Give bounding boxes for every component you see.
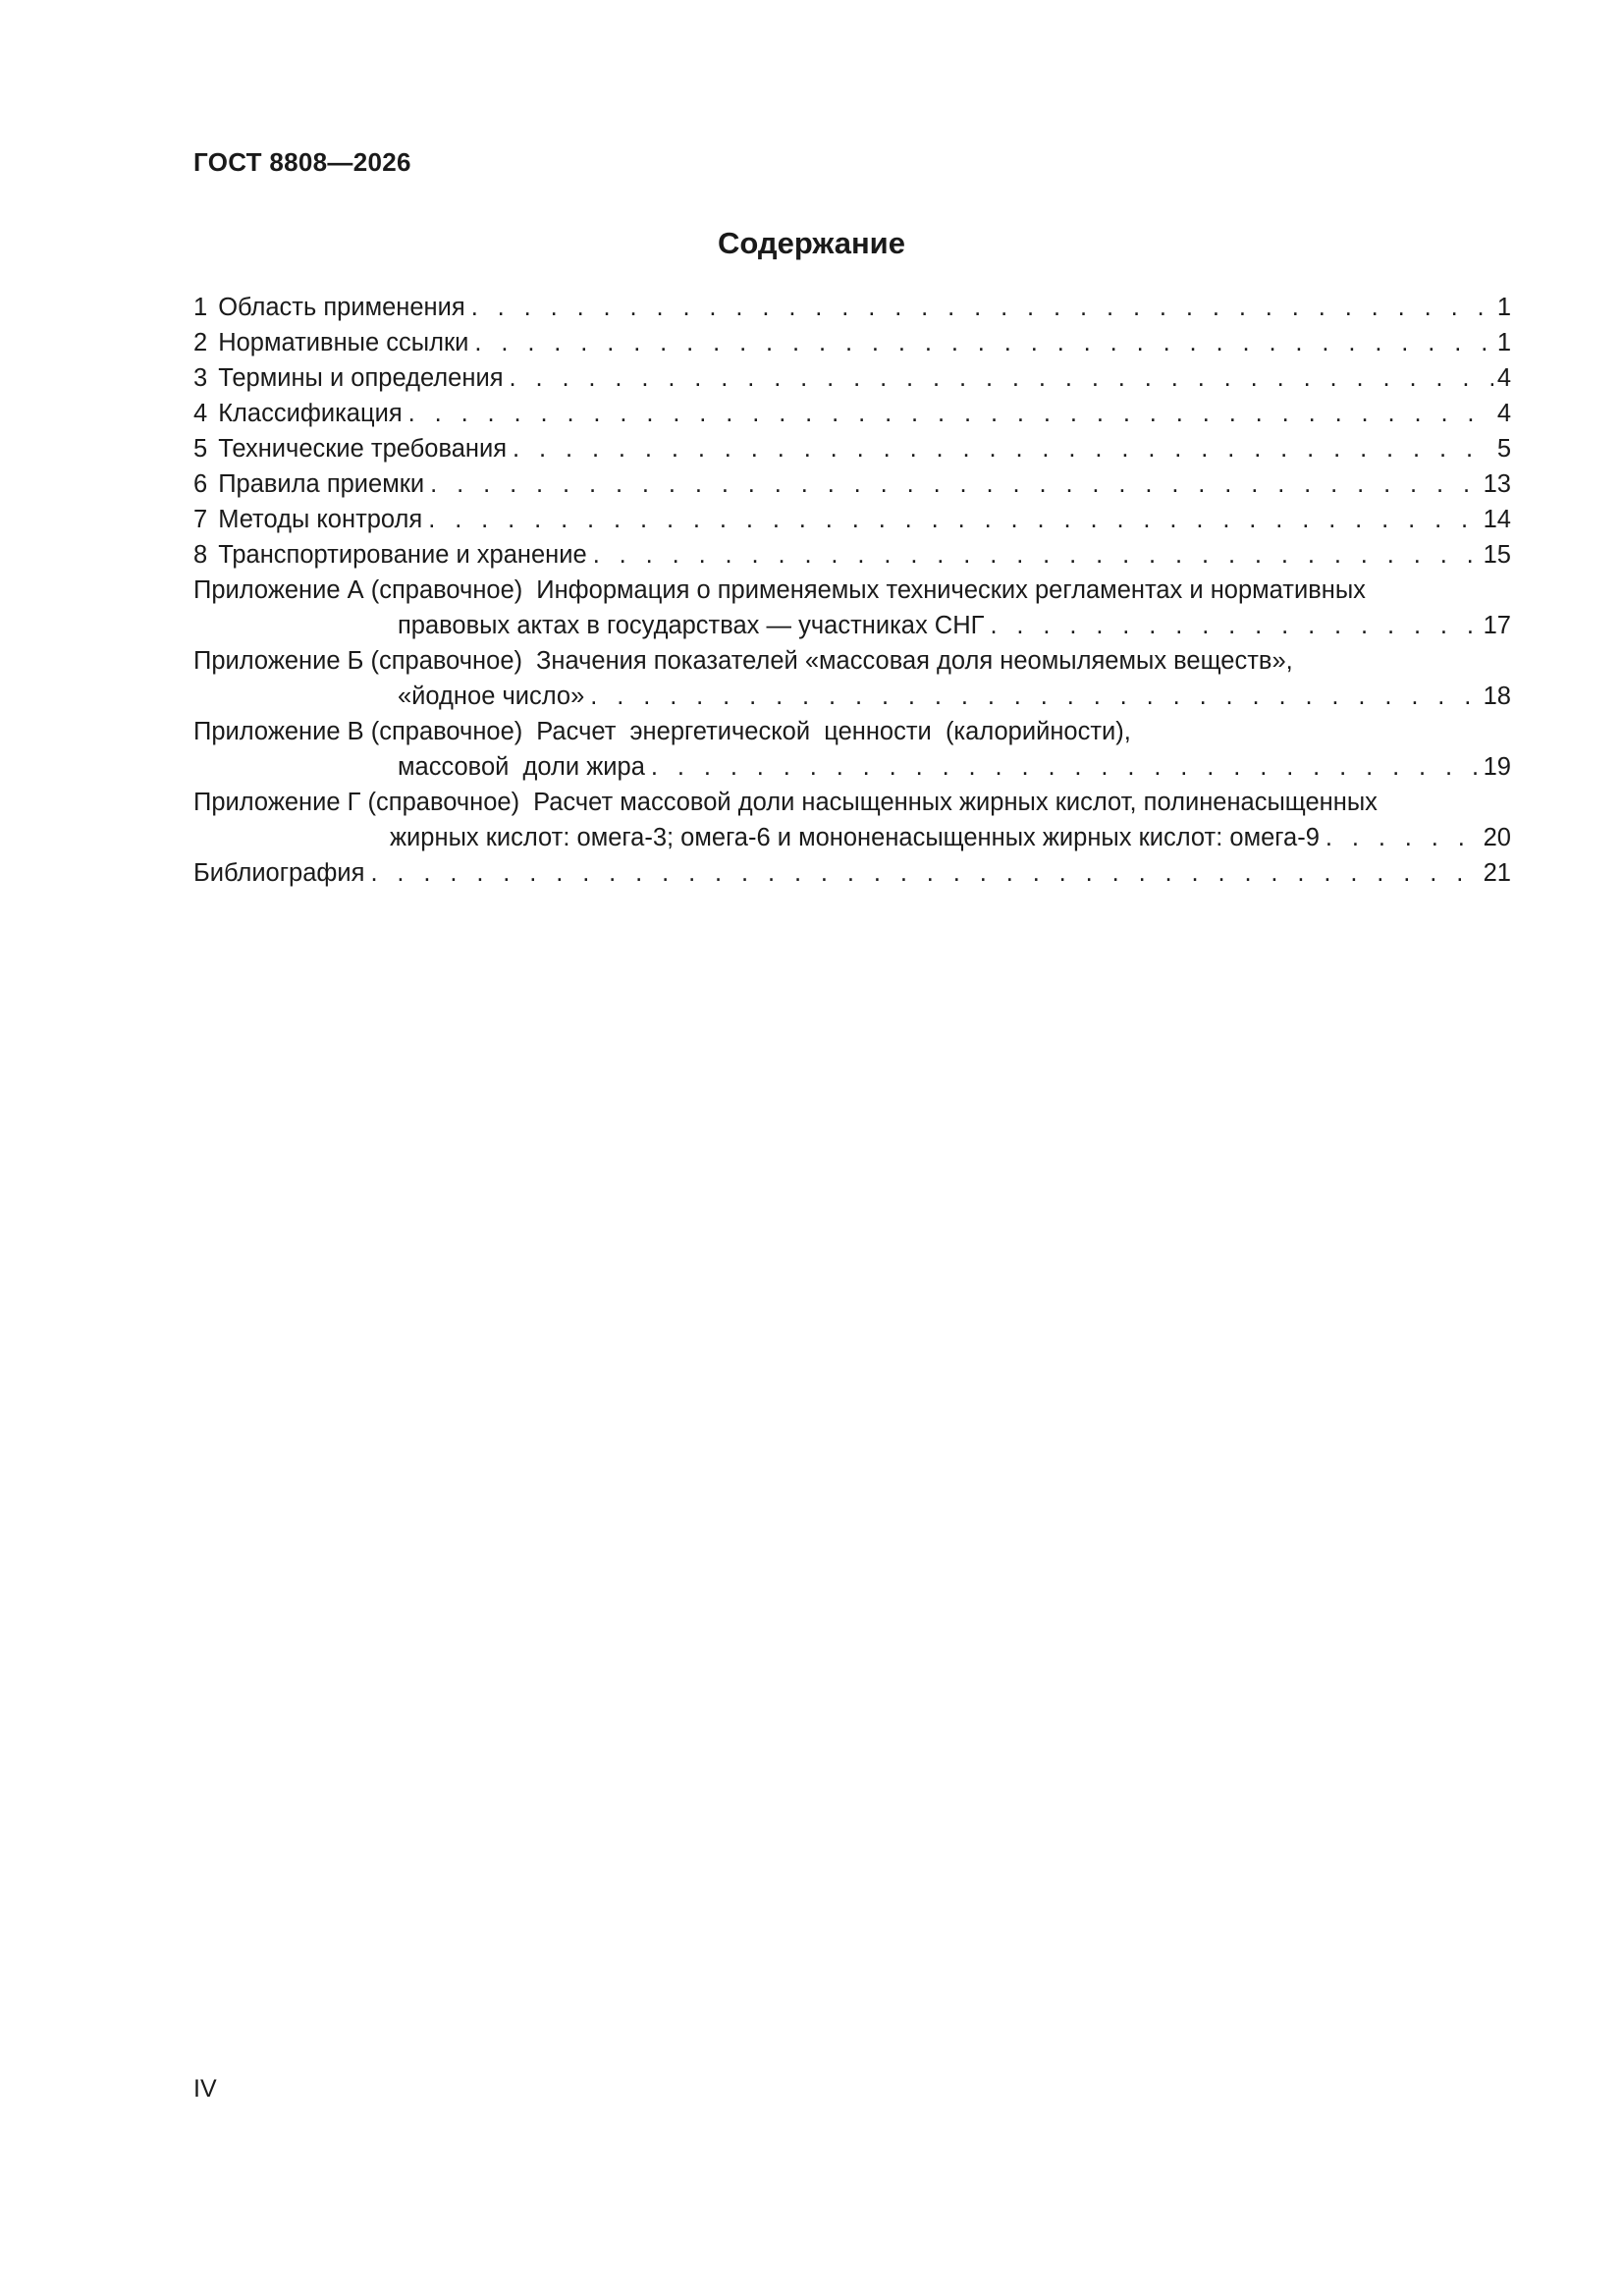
toc-entry-page: 13 (1483, 470, 1511, 498)
appendix-title: Значения показателей «массовая доля неомыляемых веществ», (536, 647, 1293, 675)
toc-entry-title: Область применения (218, 294, 465, 321)
appendix-title: Расчет массовой доли насыщенных жирных кислот, полиненасыщенных (533, 789, 1378, 816)
dot-leader (990, 608, 1479, 643)
toc-entry-page: 17 (1483, 612, 1511, 639)
appendix-title: Расчет энергетической ценности (калорийности), (536, 718, 1131, 745)
toc-entry-page: 1 (1496, 329, 1511, 356)
appendix-title: Информация о применяемых технических регламентах и нормативных (536, 576, 1366, 604)
dot-leader (590, 679, 1479, 714)
toc-entry-title: Технические требования (218, 435, 508, 463)
toc-appendix-v-line-1[interactable] (193, 714, 1511, 749)
toc-entry-page: 15 (1483, 541, 1511, 569)
appendix-title-continued: «йодное число» (398, 683, 585, 710)
dot-leader (513, 431, 1493, 466)
toc-entry-number: 4 (193, 400, 208, 427)
toc-entry-8[interactable] (193, 537, 1511, 573)
toc-appendix-g-line-1[interactable] (193, 785, 1511, 820)
toc-entry-4[interactable] (193, 396, 1511, 431)
toc-entry-title: Нормативные ссылки (218, 329, 469, 356)
toc-entry-title: Библиография (193, 859, 365, 887)
toc-entry-page: 19 (1483, 753, 1511, 781)
dot-leader (408, 396, 1493, 431)
toc-entry-number: 7 (193, 506, 208, 533)
toc-entry-3[interactable] (193, 360, 1511, 396)
toc-entry-title: Классификация (218, 400, 403, 427)
toc-entry-1[interactable] (193, 290, 1511, 325)
toc-entry-page: 18 (1483, 683, 1511, 710)
dot-leader (428, 502, 1479, 537)
toc-entry-page: 20 (1483, 824, 1511, 851)
table-of-contents (193, 290, 1511, 891)
toc-entry-title: Термины и определения (218, 364, 504, 392)
toc-entry-page: 1 (1496, 294, 1511, 321)
dot-leader (1325, 820, 1480, 855)
toc-entry-7[interactable] (193, 502, 1511, 537)
appendix-title-continued: правовых актах в государствах — участниках СНГ (398, 612, 985, 639)
dot-leader (510, 360, 1493, 396)
toc-entry-page: 14 (1483, 506, 1511, 533)
toc-entry-number: 5 (193, 435, 208, 463)
appendix-label: Приложение В (справочное) (193, 718, 523, 745)
appendix-label: Приложение А (справочное) (193, 576, 523, 604)
appendix-label: Приложение Б (справочное) (193, 647, 522, 675)
toc-entry-number: 3 (193, 364, 208, 392)
dot-leader (651, 749, 1480, 785)
dot-leader (430, 466, 1479, 502)
toc-entry-number: 1 (193, 294, 208, 321)
dot-leader (474, 325, 1492, 360)
document-id: ГОСТ 8808—2026 (193, 147, 411, 177)
toc-appendix-a-line-2[interactable] (193, 608, 1511, 643)
toc-entry-bibliography[interactable] (193, 855, 1511, 891)
toc-entry-title: Транспортирование и хранение (218, 541, 587, 569)
toc-appendix-v-line-2[interactable] (193, 749, 1511, 785)
toc-entry-number: 2 (193, 329, 208, 356)
toc-entry-6[interactable] (193, 466, 1511, 502)
dot-leader (593, 537, 1480, 573)
toc-appendix-a-line-1[interactable] (193, 573, 1511, 608)
toc-entry-page: 4 (1496, 364, 1511, 392)
toc-entry-title: Правила приемки (218, 470, 425, 498)
dot-leader (471, 290, 1493, 325)
appendix-label: Приложение Г (справочное) (193, 789, 520, 816)
toc-entry-number: 8 (193, 541, 208, 569)
toc-appendix-b-line-1[interactable] (193, 643, 1511, 679)
toc-entry-2[interactable] (193, 325, 1511, 360)
toc-entry-page: 21 (1483, 859, 1511, 887)
toc-entry-title: Методы контроля (218, 506, 423, 533)
dot-leader (370, 855, 1479, 891)
appendix-title-continued: жирных кислот: омега-3; омега-6 и мононенасыщенных жирных кислот: омега-9 (390, 824, 1320, 851)
toc-appendix-g-line-2[interactable] (193, 820, 1511, 855)
appendix-title-continued: массовой доли жира (398, 753, 645, 781)
toc-entry-number: 6 (193, 470, 208, 498)
toc-entry-page: 4 (1496, 400, 1511, 427)
page-number: IV (193, 2075, 217, 2103)
toc-appendix-b-line-2[interactable] (193, 679, 1511, 714)
toc-title: Содержание (718, 226, 905, 260)
toc-entry-5[interactable] (193, 431, 1511, 466)
toc-entry-page: 5 (1496, 435, 1511, 463)
